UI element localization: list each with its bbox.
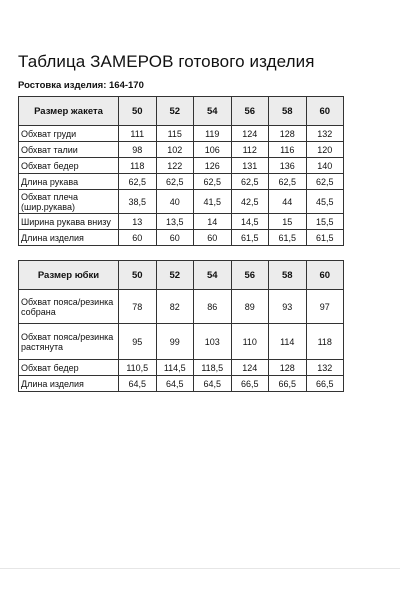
cell-value: 110,5: [119, 360, 157, 376]
table-row: [19, 360, 344, 376]
table-row: [19, 158, 344, 174]
cell-value: 86: [194, 290, 232, 324]
cell-value: 41,5: [194, 190, 232, 214]
size-header: 50: [119, 261, 157, 290]
cell-value: 97: [306, 290, 344, 324]
row-label: Длина изделия: [19, 376, 119, 392]
cell-value: 99: [156, 324, 194, 360]
jacket-size-header: Размер жакета: [19, 97, 119, 126]
cell-value: 64,5: [156, 376, 194, 392]
row-label: Ширина рукава внизу: [19, 214, 119, 230]
cell-value: 78: [119, 290, 157, 324]
cell-value: 131: [231, 158, 269, 174]
table-row: [19, 376, 344, 392]
row-label: Длина изделия: [19, 230, 119, 246]
jacket-size-table: [18, 96, 344, 246]
table-header-row: [19, 261, 344, 290]
table-row: [19, 230, 344, 246]
cell-value: 114: [269, 324, 307, 360]
cell-value: 62,5: [269, 174, 307, 190]
cell-value: 112: [231, 142, 269, 158]
table-row: [19, 174, 344, 190]
row-label: Обхват бедер: [19, 360, 119, 376]
cell-value: 102: [156, 142, 194, 158]
cell-value: 60: [156, 230, 194, 246]
skirt-size-header: Размер юбки: [19, 261, 119, 290]
cell-value: 89: [231, 290, 269, 324]
cell-value: 118,5: [194, 360, 232, 376]
cell-value: 14,5: [231, 214, 269, 230]
cell-value: 60: [119, 230, 157, 246]
cell-value: 42,5: [231, 190, 269, 214]
size-header: 50: [119, 97, 157, 126]
cell-value: 128: [269, 126, 307, 142]
size-header: 60: [306, 97, 344, 126]
cell-value: 118: [306, 324, 344, 360]
cell-value: 95: [119, 324, 157, 360]
cell-value: 66,5: [306, 376, 344, 392]
cell-value: 106: [194, 142, 232, 158]
cell-value: 114,5: [156, 360, 194, 376]
page-divider: [0, 568, 400, 569]
cell-value: 62,5: [194, 174, 232, 190]
cell-value: 124: [231, 126, 269, 142]
cell-value: 98: [119, 142, 157, 158]
cell-value: 13: [119, 214, 157, 230]
cell-value: 110: [231, 324, 269, 360]
cell-value: 13,5: [156, 214, 194, 230]
table-row: [19, 214, 344, 230]
cell-value: 111: [119, 126, 157, 142]
cell-value: 66,5: [269, 376, 307, 392]
cell-value: 15,5: [306, 214, 344, 230]
cell-value: 132: [306, 126, 344, 142]
size-header: 56: [231, 97, 269, 126]
row-label: Обхват талии: [19, 142, 119, 158]
cell-value: 116: [269, 142, 307, 158]
cell-value: 64,5: [119, 376, 157, 392]
cell-value: 103: [194, 324, 232, 360]
table-header-row: [19, 97, 344, 126]
cell-value: 119: [194, 126, 232, 142]
height-subtitle: Ростовка изделия: 164-170: [18, 80, 144, 91]
cell-value: 45,5: [306, 190, 344, 214]
size-header: 58: [269, 261, 307, 290]
cell-value: 126: [194, 158, 232, 174]
row-label: Обхват пояса/резинка собрана: [19, 290, 119, 324]
size-header: 52: [156, 261, 194, 290]
cell-value: 44: [269, 190, 307, 214]
cell-value: 120: [306, 142, 344, 158]
cell-value: 64,5: [194, 376, 232, 392]
cell-value: 14: [194, 214, 232, 230]
table-row: [19, 290, 344, 324]
size-header: 54: [194, 97, 232, 126]
cell-value: 62,5: [231, 174, 269, 190]
row-label: Длина рукава: [19, 174, 119, 190]
skirt-size-table: [18, 260, 344, 392]
cell-value: 122: [156, 158, 194, 174]
row-label: Обхват плеча (шир.рукава): [19, 190, 119, 214]
table-row: [19, 142, 344, 158]
cell-value: 93: [269, 290, 307, 324]
cell-value: 66,5: [231, 376, 269, 392]
cell-value: 115: [156, 126, 194, 142]
row-label: Обхват груди: [19, 126, 119, 142]
size-header: 58: [269, 97, 307, 126]
row-label: Обхват пояса/резинка растянута: [19, 324, 119, 360]
cell-value: 82: [156, 290, 194, 324]
cell-value: 62,5: [119, 174, 157, 190]
cell-value: 61,5: [269, 230, 307, 246]
cell-value: 40: [156, 190, 194, 214]
size-header: 52: [156, 97, 194, 126]
size-header: 56: [231, 261, 269, 290]
cell-value: 124: [231, 360, 269, 376]
cell-value: 61,5: [231, 230, 269, 246]
size-header: 54: [194, 261, 232, 290]
cell-value: 118: [119, 158, 157, 174]
cell-value: 128: [269, 360, 307, 376]
table-row: [19, 190, 344, 214]
row-label: Обхват бедер: [19, 158, 119, 174]
cell-value: 15: [269, 214, 307, 230]
cell-value: 62,5: [306, 174, 344, 190]
cell-value: 140: [306, 158, 344, 174]
cell-value: 132: [306, 360, 344, 376]
cell-value: 62,5: [156, 174, 194, 190]
cell-value: 61,5: [306, 230, 344, 246]
size-header: 60: [306, 261, 344, 290]
cell-value: 136: [269, 158, 307, 174]
cell-value: 38,5: [119, 190, 157, 214]
page-title: Таблица ЗАМЕРОВ готового изделия: [18, 52, 315, 71]
table-row: [19, 126, 344, 142]
table-row: [19, 324, 344, 360]
cell-value: 60: [194, 230, 232, 246]
